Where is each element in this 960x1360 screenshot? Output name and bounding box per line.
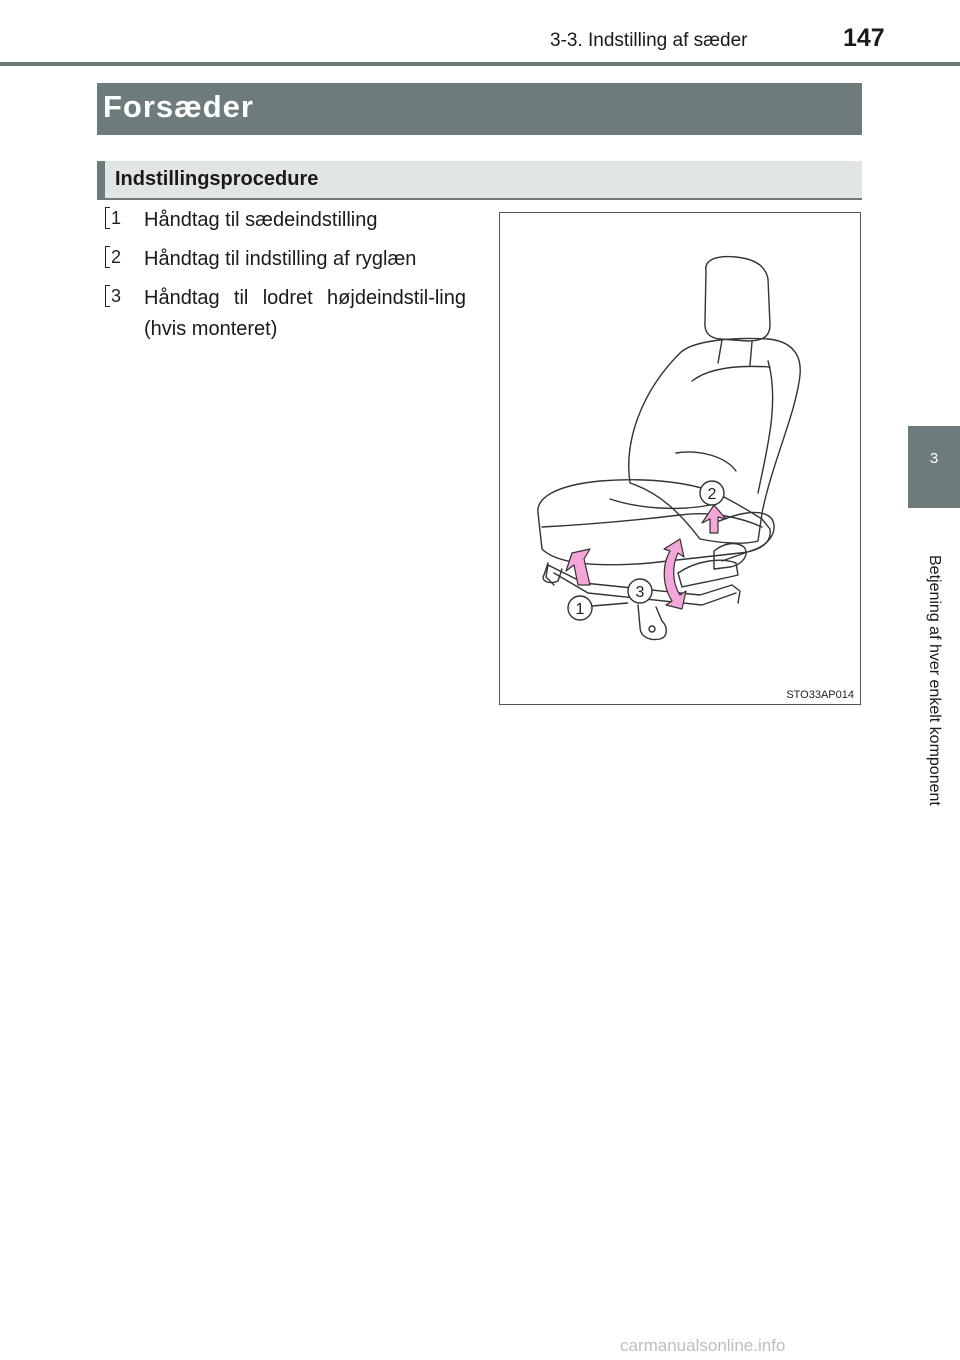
seat-drawing (500, 213, 862, 706)
list-item (106, 244, 466, 276)
arrow-3 (664, 539, 686, 609)
section-header: 3-3. Indstilling af sæder (550, 30, 748, 51)
item-number: 3 (106, 285, 126, 307)
arrow-1 (566, 549, 590, 585)
list-item (106, 283, 466, 347)
callout-2: 2 (707, 486, 717, 503)
item-text: Håndtag til sædeindstilling (144, 209, 378, 231)
item-number: 1 (106, 207, 126, 229)
chapter-tab-label-text: Betjening af hver enkelt komponent (926, 554, 943, 806)
callout-3: 3 (635, 584, 645, 601)
chapter-tab-number: 3 (908, 426, 960, 508)
subsection-title: Indstillingsprocedure (115, 168, 319, 190)
seat-illustration (499, 212, 861, 705)
page-number: 147 (843, 24, 885, 52)
item-text: Håndtag til lodret højdeindstil-ling (hvis monteret) (144, 287, 466, 340)
figure-caption: STO33AP014 (786, 689, 854, 701)
item-number: 2 (106, 246, 126, 268)
header-rule (0, 62, 960, 66)
subsection-bar (97, 161, 862, 200)
chapter-tab-label (908, 512, 960, 848)
watermark: carmanualsonline.info (620, 1336, 786, 1355)
page-title-bar (97, 83, 862, 135)
page-title: Forsæder (103, 89, 254, 124)
item-text: Håndtag til indstilling af ryglæn (144, 248, 417, 270)
callout-1: 1 (575, 601, 585, 618)
list-item (106, 205, 466, 237)
